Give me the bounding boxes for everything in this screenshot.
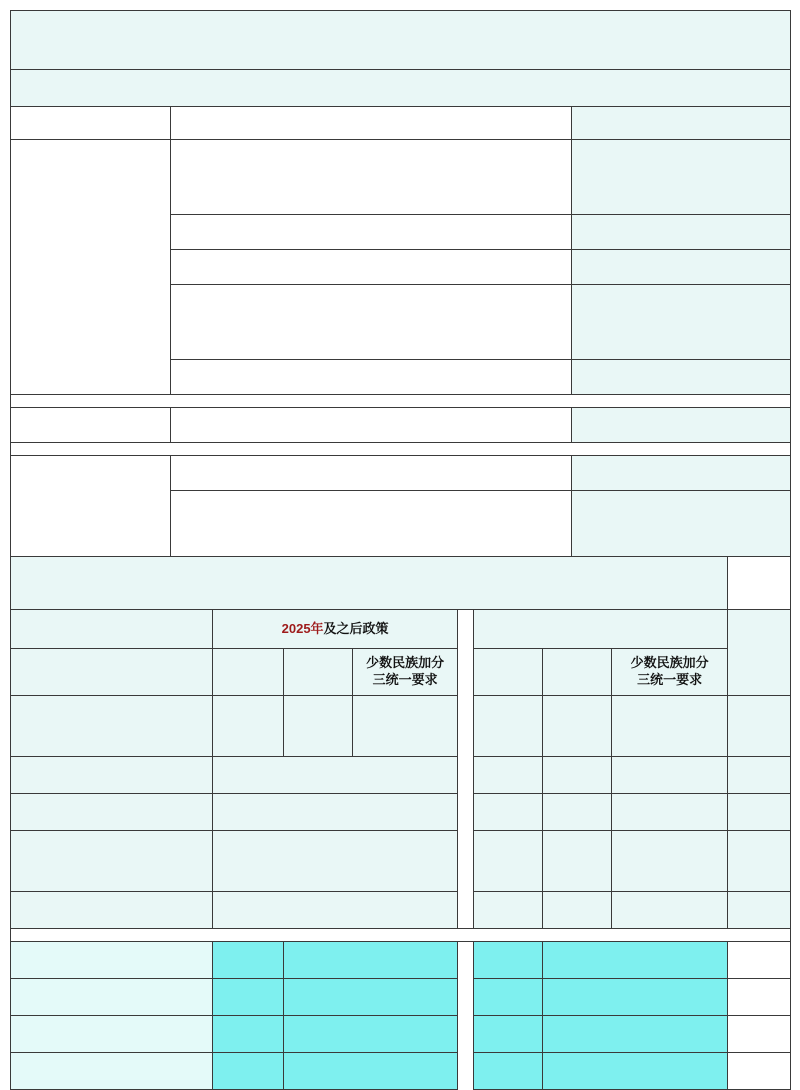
row-change	[727, 1053, 790, 1090]
row-new-scope	[283, 1053, 458, 1090]
row-new-score	[212, 1053, 283, 1090]
col-header-old-score	[474, 649, 543, 696]
group-separator	[458, 696, 474, 757]
detail-cell	[170, 140, 571, 215]
table-row	[11, 757, 791, 794]
row-spacer	[11, 395, 791, 408]
row-old-scope	[543, 696, 612, 757]
row-change	[727, 892, 790, 929]
row-type	[11, 892, 213, 929]
group-separator	[458, 831, 474, 892]
table-row	[11, 696, 791, 757]
row-new-cancelled	[212, 794, 458, 831]
row-change	[727, 757, 790, 794]
row-old-score	[474, 979, 543, 1016]
row-new-scope	[283, 979, 458, 1016]
row-old-score	[474, 892, 543, 929]
row-change	[727, 696, 790, 757]
group-separator	[458, 892, 474, 929]
row-old-score	[474, 831, 543, 892]
table-row	[11, 11, 791, 70]
table2-title	[11, 557, 728, 610]
table-row	[11, 1053, 791, 1090]
type-cell	[572, 140, 791, 215]
type-cell	[572, 491, 791, 566]
row-new-scope	[283, 696, 352, 757]
col-header-new-scope	[283, 649, 352, 696]
row-new-score	[212, 1016, 283, 1053]
row-new-score	[212, 696, 283, 757]
row-old-scope	[543, 1016, 727, 1053]
table-row	[11, 443, 791, 456]
category-cell	[11, 456, 171, 566]
table1-container	[10, 10, 791, 614]
col-header-new-score	[212, 649, 283, 696]
row-old-req	[612, 757, 727, 794]
col-header-old-scope	[543, 649, 612, 696]
row-old-score	[474, 696, 543, 757]
table-row	[11, 794, 791, 831]
row-new-score	[212, 979, 283, 1016]
col-header-type	[572, 107, 791, 140]
row-change	[727, 1016, 790, 1053]
row-new-scope	[283, 942, 458, 979]
row-spacer	[11, 443, 791, 456]
row-new-cancelled	[212, 831, 458, 892]
table-row	[11, 979, 791, 1016]
row-old-req	[612, 696, 727, 757]
table-row	[11, 408, 791, 443]
row-new-cancelled	[212, 892, 458, 929]
row-type	[11, 1016, 213, 1053]
policy-old-header	[474, 610, 727, 649]
group-separator	[458, 794, 474, 831]
type-cell	[572, 250, 791, 285]
change-header	[727, 610, 790, 696]
table-row	[11, 1016, 791, 1053]
policy-new-rest: 及之后政策	[323, 620, 389, 636]
row-type	[11, 757, 213, 794]
group-separator	[458, 1016, 474, 1053]
group-separator	[458, 979, 474, 1016]
detail-cell	[170, 491, 571, 566]
type-cell	[572, 408, 791, 443]
row-old-scope	[543, 831, 612, 892]
row-old-scope	[543, 942, 727, 979]
row-change	[727, 979, 790, 1016]
category-cell	[11, 140, 171, 395]
row-new-scope	[283, 1016, 458, 1053]
type-cell	[572, 215, 791, 250]
col-header-type	[11, 649, 213, 696]
table-row	[11, 831, 791, 892]
detail-cell	[170, 215, 571, 250]
row-old-score	[474, 794, 543, 831]
table-row	[11, 557, 791, 610]
detail-cell	[170, 456, 571, 491]
policy-new-year: 2025年	[281, 620, 324, 636]
table-row	[11, 140, 791, 215]
row-type	[11, 979, 213, 1016]
row-type	[11, 794, 213, 831]
row-type	[11, 696, 213, 757]
table-row	[11, 942, 791, 979]
row-type	[11, 1053, 213, 1090]
col-header-old-req: 少数民族加分 三统一要求	[612, 649, 727, 696]
type-cell	[572, 285, 791, 360]
row-old-scope	[543, 794, 612, 831]
policy-header-spacer	[11, 610, 213, 649]
table-row	[11, 107, 791, 140]
row-new-cancelled	[212, 757, 458, 794]
row-old-req	[612, 794, 727, 831]
table-row	[11, 929, 791, 942]
col-header-new-req: 少数民族加分 三统一要求	[352, 649, 458, 696]
row-old-score	[474, 942, 543, 979]
row-change	[727, 794, 790, 831]
table1-title	[11, 11, 791, 70]
row-old-scope	[543, 979, 727, 1016]
table-row	[11, 395, 791, 408]
group-separator	[458, 1053, 474, 1090]
row-spacer	[11, 929, 791, 942]
table-row	[11, 649, 791, 696]
row-old-scope	[543, 892, 612, 929]
detail-cell	[170, 408, 571, 443]
detail-cell	[170, 250, 571, 285]
row-change	[727, 942, 790, 979]
policy-new-header	[212, 610, 458, 649]
col-header-category	[11, 107, 171, 140]
row-new-score	[212, 942, 283, 979]
row-old-req	[612, 831, 727, 892]
row-old-score	[474, 757, 543, 794]
row-new-req	[352, 696, 458, 757]
remark-header	[727, 557, 790, 610]
group-separator	[458, 757, 474, 794]
detail-cell	[170, 285, 571, 360]
row-type	[11, 831, 213, 892]
table2-container	[10, 556, 791, 1090]
row-old-score	[474, 1016, 543, 1053]
row-old-req	[612, 892, 727, 929]
group-separator	[458, 649, 474, 696]
scoring-items-table	[10, 10, 791, 614]
table-row	[11, 70, 791, 107]
detail-cell	[170, 360, 571, 395]
type-cell	[572, 360, 791, 395]
row-old-scope	[543, 757, 612, 794]
row-change	[727, 831, 790, 892]
type-cell	[572, 456, 791, 491]
table-row	[11, 456, 791, 491]
table1-group-header	[11, 70, 791, 107]
col-header-detail	[170, 107, 571, 140]
group-separator	[458, 610, 474, 649]
score-comparison-table	[10, 556, 791, 1090]
row-old-scope	[543, 1053, 727, 1090]
row-type	[11, 942, 213, 979]
table-row	[11, 610, 791, 649]
category-cell	[11, 408, 171, 443]
table-row	[11, 892, 791, 929]
group-separator	[458, 942, 474, 979]
row-old-score	[474, 1053, 543, 1090]
